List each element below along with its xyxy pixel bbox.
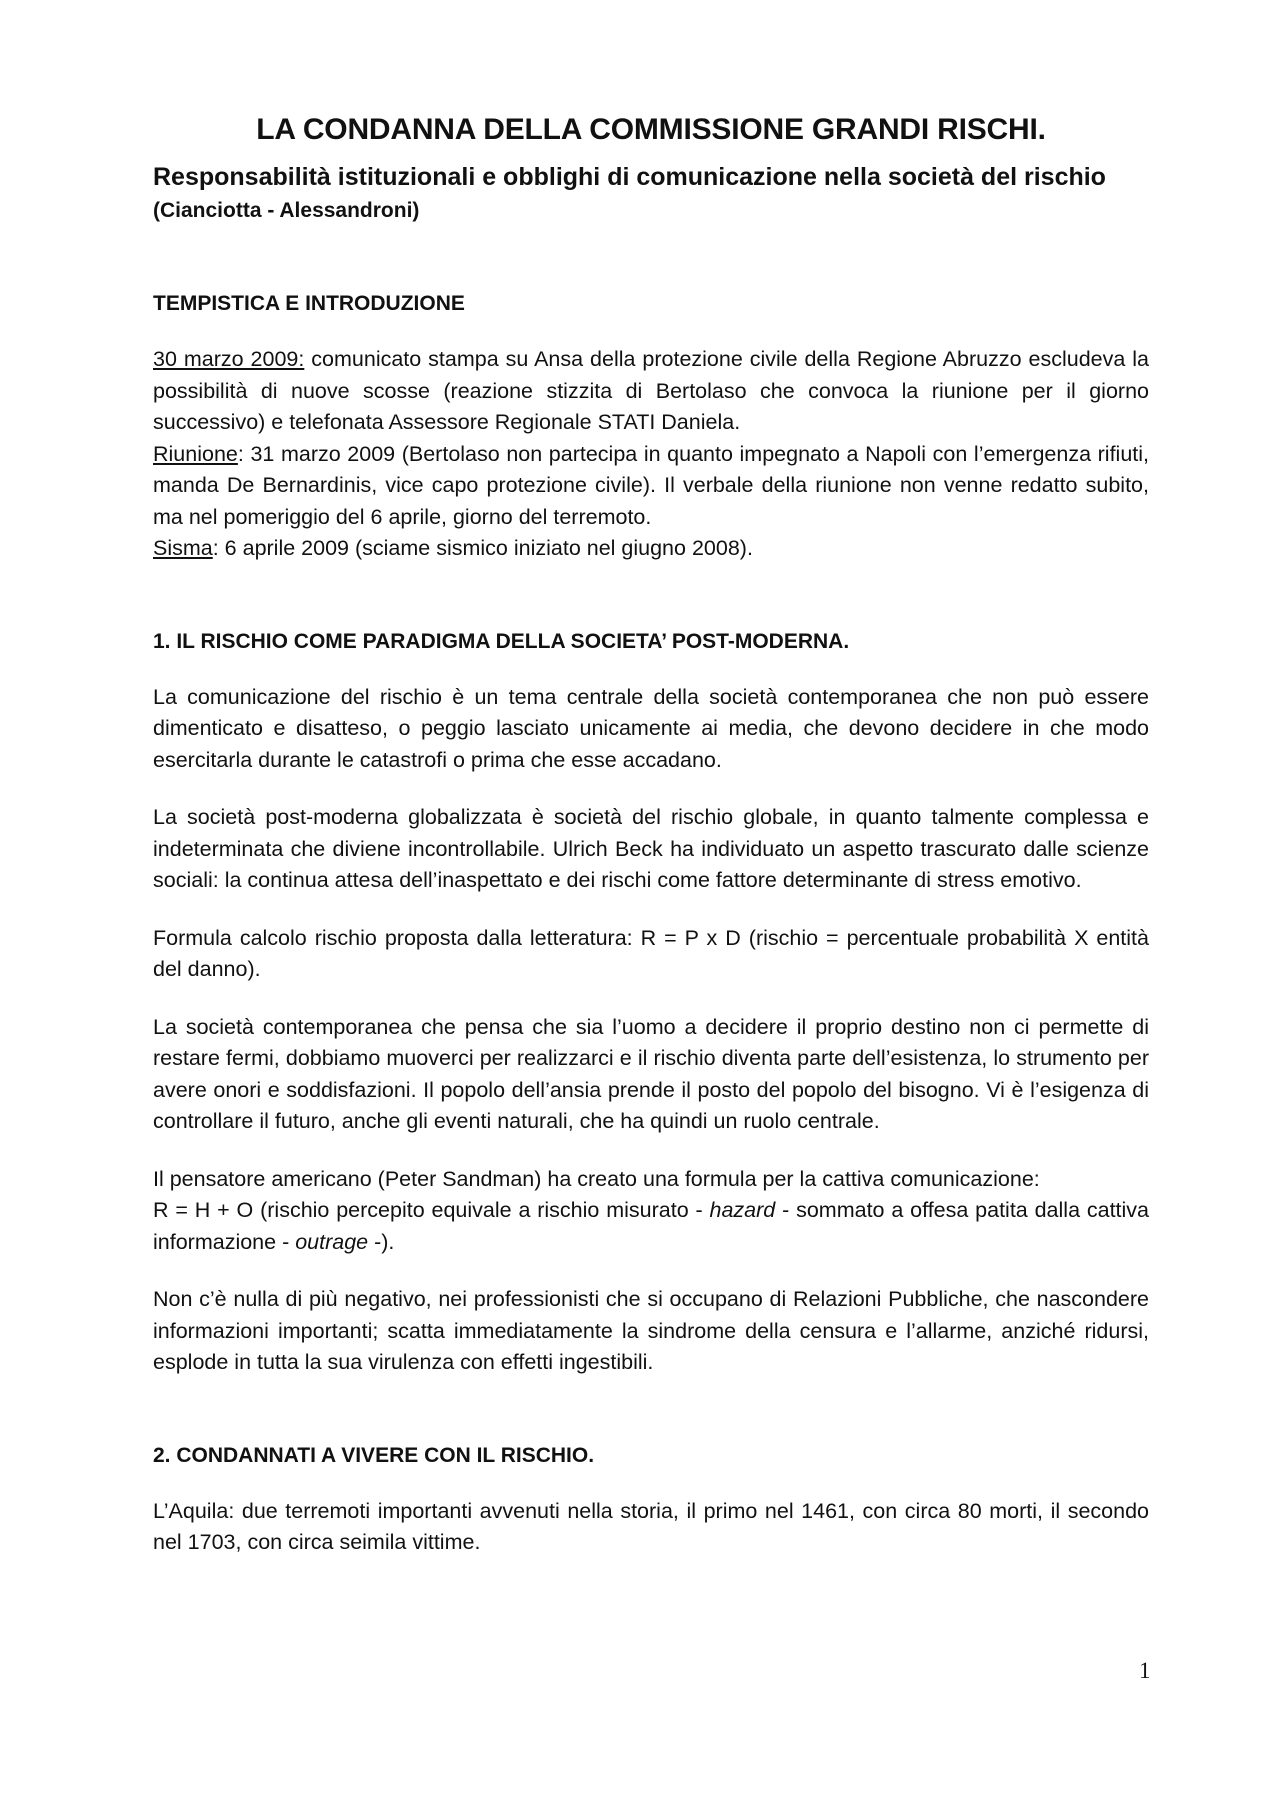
section1-paragraph-1: La comunicazione del rischio è un tema centrale della società contemporanea che non può essere dimenticato e disatteso, o peggio lasciato unicamente ai media, che devono decidere in che modo esercitarla durante le catastrofi o prima che esse accadano. — [153, 684, 1149, 772]
formula-text-c: -). — [368, 1229, 395, 1254]
section1-paragraph-3: Formula calcolo rischio proposta dalla letteratura: R = P x D (rischio = percentuale probabilità X entità del danno). — [153, 925, 1149, 981]
section1-paragraph-5-formula — [153, 1195, 1149, 1258]
page-number: 1 — [1139, 1658, 1151, 1683]
section1-heading: 1. IL RISCHIO COME PARADIGMA DELLA SOCIETA’ POST-MODERNA. — [153, 629, 850, 653]
intro-date-text: comunicato stampa su Ansa della protezione civile della Regione Abruzzo escludeva la possibilità di nuove scosse (reazione stizzita di Bertolaso che convoca la riunione per il giorno successivo) e telefonata Assessore Regionale STATI Daniela. — [153, 347, 1149, 434]
intro-paragraph-meeting — [153, 439, 1149, 534]
section1-paragraph-5-intro: Il pensatore americano (Peter Sandman) ha creato una formula per la cattiva comunicazione: — [153, 1166, 1040, 1191]
section2-paragraph-1: L’Aquila: due terremoti importanti avvenuti nella storia, il primo nel 1461, con circa 80 morti, il secondo nel 1703, con circa seimila vittime. — [153, 1498, 1149, 1554]
document-title: LA CONDANNA DELLA COMMISSIONE GRANDI RISCHI. — [256, 113, 1046, 146]
intro-earthquake-label: Sisma — [153, 536, 213, 560]
formula-text-b: - sommato a offesa patita dalla cattiva informazione - — [153, 1198, 1150, 1254]
intro-paragraph-date — [153, 344, 1149, 439]
section2-heading: 2. CONDANNATI A VIVERE CON IL RISCHIO. — [153, 1443, 595, 1467]
section1-paragraph-6: Non c’è nulla di più negativo, nei professionisti che si occupano di Relazioni Pubbliche, che nascondere informazioni importanti; scatta immediatamente la sindrome della censura e l’allarme, anziché ridursi, esplode in tutta la sua virulenza con effetti ingestibili. — [153, 1287, 1149, 1374]
intro-earthquake-text: : 6 aprile 2009 (sciame sismico iniziato nel giugno 2008). — [212, 536, 753, 560]
document-authors: (Cianciotta - Alessandroni) — [153, 199, 420, 222]
intro-paragraph-earthquake — [153, 533, 1149, 565]
intro-date-label: 30 marzo 2009: — [153, 347, 305, 371]
formula-text-a: R = H + O (rischio percepito equivale a rischio misurato - — [153, 1198, 710, 1222]
intro-heading: TEMPISTICA E INTRODUZIONE — [153, 292, 465, 315]
document-subtitle: Responsabilità istituzionali e obblighi di comunicazione nella società del rischio — [153, 163, 1106, 191]
section1-paragraph-2: La società post-moderna globalizzata è società del rischio globale, in quanto talmente complessa e indeterminata che diviene incontrollabile. Ulrich Beck ha individuato un aspetto trascurato dalle scienze sociali: la continua attesa dell’inaspettato e dei rischi come fattore determinante di stress emotivo. — [153, 805, 1149, 892]
document-body — [153, 110, 1149, 1559]
intro-meeting-label: Riunione — [153, 441, 238, 466]
formula-outrage: outrage — [295, 1229, 369, 1254]
formula-hazard: hazard — [709, 1198, 776, 1222]
section1-paragraph-4: La società contemporanea che pensa che sia l’uomo a decidere il proprio destino non ci permette di restare fermi, dobbiamo muoverci per realizzarci e il rischio diventa parte dell’esistenza, lo strumento per avere onori e soddisfazioni. Il popolo dell’ansia prende il posto del popolo del bisogno. Vi è l’esigenza di controllare il futuro, anche gli eventi naturali, che ha quindi un ruolo centrale. — [153, 1014, 1149, 1133]
intro-meeting-text: : 31 marzo 2009 (Bertolaso non partecipa in quanto impegnato a Napoli con l’emergenza rifiuti, manda De Bernardinis, vice capo protezione civile). Il verbale della riunione non venne redatto subito, ma nel pomeriggio del 6 aprile, giorno del terremoto. — [153, 441, 1149, 529]
